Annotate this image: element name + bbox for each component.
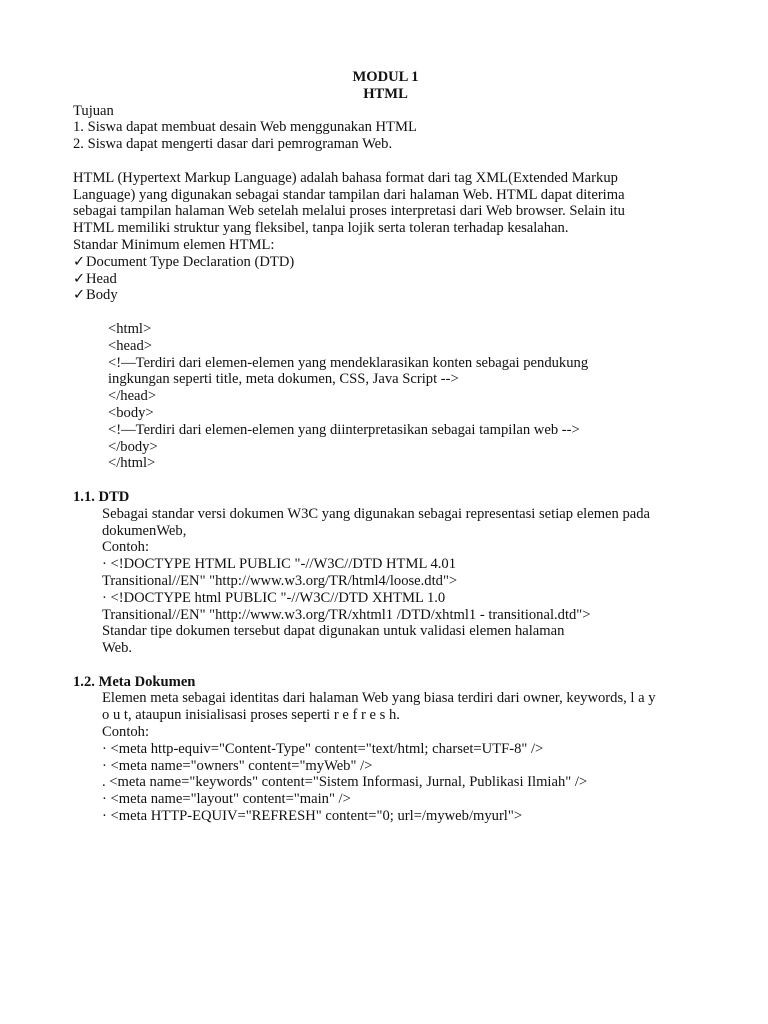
code-line: </html> bbox=[108, 455, 156, 472]
spacer bbox=[73, 153, 698, 170]
intro-line: sebagai tampilan halaman Web setelah melalui proses interpretasi dari Web browser. Selain itu bbox=[73, 203, 625, 220]
code-line: ingkungan seperti title, meta dokumen, CSS, Java Script --> bbox=[108, 371, 459, 388]
tujuan-label: Tujuan bbox=[73, 102, 114, 119]
checklist-item bbox=[73, 254, 698, 271]
meta-line: Contoh: bbox=[102, 724, 150, 741]
tujuan-item: 2. Siswa dapat mengerti dasar dari pemrograman Web. bbox=[73, 136, 393, 153]
meta-line: · <meta HTTP-EQUIV="REFRESH" content="0; url=/myweb/myurl"> bbox=[102, 808, 523, 825]
checklist-item bbox=[73, 287, 698, 304]
meta-line: Elemen meta sebagai identitas dari halaman Web yang biasa terdiri dari owner, keywords, l a y bbox=[102, 690, 656, 707]
dtd-line: · <!DOCTYPE HTML PUBLIC "-//W3C//DTD HTML 4.01 bbox=[102, 556, 457, 573]
meta-line: · <meta name="owners" content="myWeb" /> bbox=[102, 757, 373, 774]
section-body-meta bbox=[73, 690, 698, 824]
dtd-line: Transitional//EN" "http://www.w3.org/TR/html4/loose.dtd"> bbox=[102, 572, 458, 589]
spacer bbox=[73, 472, 698, 489]
meta-line: · <meta http-equiv="Content-Type" content="text/html; charset=UTF-8" /> bbox=[102, 740, 544, 757]
tujuan-item: 1. Siswa dapat membuat desain Web menggunakan HTML bbox=[73, 119, 417, 136]
standar-label: Standar Minimum elemen HTML: bbox=[73, 236, 275, 253]
intro-line: HTML memiliki struktur yang fleksibel, tanpa lojik serta toleran terhadap kesalahan. bbox=[73, 220, 569, 237]
intro-line: Language) yang digunakan sebagai standar tampilan dari halaman Web. HTML dapat diterima bbox=[73, 186, 625, 203]
code-line: </head> bbox=[108, 388, 157, 405]
checklist-item-label: Head bbox=[86, 270, 117, 287]
spacer bbox=[73, 304, 698, 321]
intro-line: HTML (Hypertext Markup Language) adalah bahasa format dari tag XML(Extended Markup bbox=[73, 169, 618, 186]
dtd-line: Standar tipe dokumen tersebut dapat digunakan untuk validasi elemen halaman bbox=[102, 623, 565, 640]
meta-line: . <meta name="keywords" content="Sistem Informasi, Jurnal, Publikasi Ilmiah" /> bbox=[102, 774, 588, 791]
document-content bbox=[73, 69, 698, 825]
code-line: <html> bbox=[108, 320, 152, 337]
code-line: <body> bbox=[108, 404, 154, 421]
code-line: </body> bbox=[108, 438, 158, 455]
check-icon: ✓ bbox=[73, 287, 86, 304]
section-heading-meta: 1.2. Meta Dokumen bbox=[73, 673, 196, 690]
section-body-dtd bbox=[73, 506, 698, 657]
dtd-line: Sebagai standar versi dokumen W3C yang digunakan sebagai representasi setiap elemen pada bbox=[102, 505, 651, 522]
dtd-line: · <!DOCTYPE html PUBLIC "-//W3C//DTD XHTML 1.0 bbox=[102, 589, 446, 606]
checklist-item-label: Document Type Declaration (DTD) bbox=[86, 253, 295, 270]
html-structure-example bbox=[73, 321, 698, 472]
dtd-line: dokumenWeb, bbox=[102, 522, 187, 539]
check-icon: ✓ bbox=[73, 270, 86, 287]
checklist-item bbox=[73, 271, 698, 288]
dtd-line: Contoh: bbox=[102, 539, 150, 556]
spacer bbox=[73, 657, 698, 674]
meta-line: · <meta name="layout" content="main" /> bbox=[102, 791, 351, 808]
dtd-line: Web. bbox=[102, 640, 133, 657]
checklist-item-label: Body bbox=[86, 287, 118, 304]
meta-line: o u t, ataupun inisialisasi proses seperti r e f r e s h. bbox=[102, 707, 400, 724]
check-icon: ✓ bbox=[73, 253, 86, 270]
module-title: MODUL 1 bbox=[352, 69, 419, 85]
module-subtitle: HTML bbox=[363, 85, 408, 102]
section-heading-dtd: 1.1. DTD bbox=[73, 488, 130, 505]
code-line: <!—Terdiri dari elemen-elemen yang mendeklarasikan konten sebagai pendukung bbox=[108, 354, 589, 371]
code-line: <head> bbox=[108, 337, 153, 354]
code-line: <!—Terdiri dari elemen-elemen yang diinterpretasikan sebagai tampilan web --> bbox=[108, 421, 580, 438]
dtd-line: Transitional//EN" "http://www.w3.org/TR/xhtml1 /DTD/xhtml1 - transitional.dtd"> bbox=[102, 606, 591, 623]
